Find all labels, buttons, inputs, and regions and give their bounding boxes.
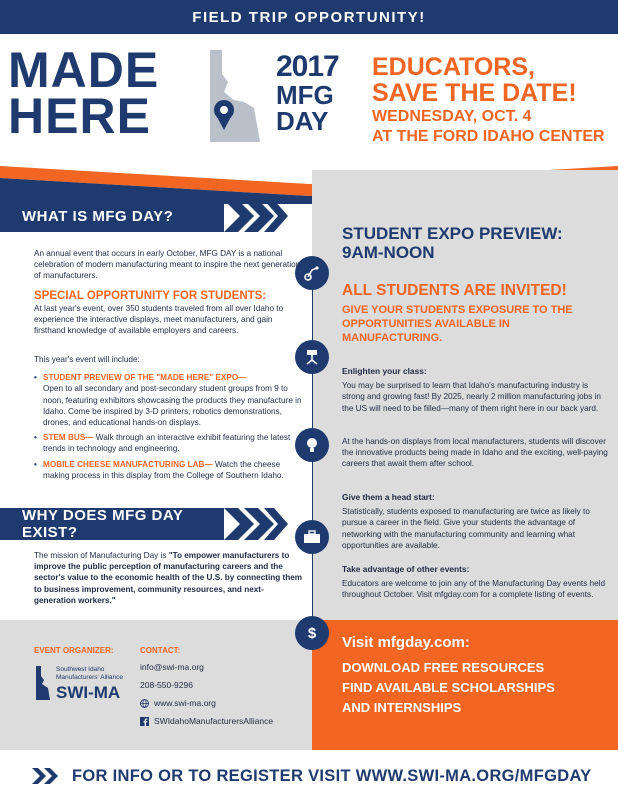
mfg-year: 2017: [276, 50, 339, 83]
include-intro: This year's event will include:: [34, 355, 140, 364]
find-scholarships: FIND AVAILABLE SCHOLARSHIPS: [342, 680, 555, 695]
displays-body: At the hands-on displays from local manufacturers, students will discover the innovative products being made in Idaho and the exciting, well-paying careers that await them after school.: [342, 437, 608, 469]
why-quote: "To empower manufacturers to improve the public perception of manufacturing careers and the sector's value to the economic health of the U.S. by connecting them to business improvement, community resources, and next-generation workers.": [34, 551, 303, 605]
facebook-text[interactable]: SWIdahoManufacturersAlliance: [154, 716, 274, 726]
top-banner-text: FIELD TRIP OPPORTUNITY!: [192, 8, 426, 26]
bullet-stem-bus: [34, 432, 304, 454]
org-small-line1: Southwest Idaho: [56, 666, 105, 673]
expo-title-line2: 9AM-NOON: [342, 243, 435, 262]
contact-phone: [140, 680, 193, 690]
contact-label: CONTACT:: [140, 646, 181, 655]
swi-ma-logo: [34, 662, 134, 712]
right-column: [312, 170, 618, 620]
headstart-block: [342, 492, 608, 551]
chevrons-icon: [224, 508, 288, 540]
bullet-lead: MOBILE CHEESE MANUFACTURING LAB—: [43, 459, 213, 469]
org-small-line2: Manufacturers' Alliance: [56, 674, 123, 681]
save-date-heading: SAVE THE DATE!: [372, 79, 577, 107]
organizer-label: EVENT ORGANIZER:: [34, 646, 114, 655]
why-heading: WHY DOES MFG DAY EXIST?: [0, 508, 224, 540]
event-venue: AT THE FORD IDAHO CENTER: [372, 128, 605, 145]
contact-facebook[interactable]: [140, 716, 273, 726]
enlighten-heading: Enlighten your class:: [342, 366, 427, 376]
internships: AND INTERNSHIPS: [342, 700, 462, 715]
bullet-student-preview: [34, 372, 304, 428]
why-banner: [0, 508, 288, 540]
made-here-logo: [8, 42, 268, 146]
other-events-block: [342, 564, 608, 601]
enlighten-block: [342, 366, 608, 414]
dollar-icon: [295, 616, 329, 650]
save-the-date: [372, 54, 612, 146]
bullet-body: Open to all secondary and post-secondary student groups from 9 to noon, featuring exhibitors showcasing the products they manufacture in Idaho. Come be inspired by 3-D printers, robotics demonstrations, drones, and educational hands-on displays.: [43, 384, 302, 428]
day-word: DAY: [276, 106, 329, 136]
register-text[interactable]: FOR INFO OR TO REGISTER VISIT WWW.SWI-MA.ORG/MFGDAY: [72, 766, 592, 785]
why-body: [34, 550, 304, 606]
educators-heading: EDUCATORS,: [372, 53, 535, 81]
header: [0, 34, 618, 174]
globe-icon: [140, 699, 149, 708]
mfg-day-logo: [276, 52, 358, 142]
other-events-body: Educators are welcome to join any of the Manufacturing Day events held throughout October. Visit mfgday.com for a complete listing of events.: [342, 579, 606, 600]
contact-email[interactable]: [140, 662, 204, 672]
invited-heading: ALL STUDENTS ARE INVITED!: [342, 282, 567, 299]
chevrons-icon: [224, 200, 288, 232]
bullet-body: Watch the cheese making process in this display from the College of Southern Idaho.: [43, 459, 284, 480]
email-text[interactable]: info@swi-ma.org: [140, 662, 204, 672]
mfg-word: MFG: [276, 80, 334, 110]
invited-block: [342, 282, 608, 345]
organizer-footer: [0, 620, 312, 750]
special-body: At last year's event, over 350 students traveled from all over Idaho to experience the interactive displays, meet manufacturers, and gain firsthand knowledge of available employers and careers.: [34, 304, 284, 336]
headstart-body: Statistically, students exposed to manufacturing are twice as likely to pursue a career in the field. Give your students the advantage of networking with the manufacturing community and learning what opportunities are available.: [342, 507, 590, 550]
expo-title-line1: STUDENT EXPO PREVIEW:: [342, 224, 563, 243]
idaho-state-icon: [204, 48, 264, 144]
enlighten-body: You may be surprised to learn that Idaho's manufacturing industry is strong and growing fast! By 2025, nearly 2 million manufacturing jobs in the US will need to be filled—many of them right here in our back yard.: [342, 381, 601, 413]
bullet-lead: STEM BUS—: [43, 433, 94, 443]
include-list: [34, 354, 304, 481]
org-name: SWI-MA: [56, 683, 121, 702]
visit-mfgday-panel: [312, 620, 618, 750]
phone-text: 208-550-9296: [140, 680, 193, 690]
download-resources: DOWNLOAD FREE RESOURCES: [342, 660, 545, 675]
visit-title[interactable]: Visit mfgday.com:: [342, 634, 470, 651]
why-intro: The mission of Manufacturing Day is: [34, 551, 169, 560]
dollar-symbol: $: [307, 624, 317, 642]
bottom-banner[interactable]: [0, 752, 618, 800]
bullet-lead: STUDENT PREVIEW OF THE "MADE HERE" EXPO—: [43, 373, 247, 383]
headstart-heading: Give them a head start:: [342, 492, 435, 502]
what-is-intro: An annual event that occurs in early October, MFG DAY is a national celebration of modern manufacturing meant to inspire the next generation of manufacturers.: [34, 249, 301, 281]
double-chevron-icon: [32, 768, 62, 784]
top-banner: [0, 0, 618, 34]
contact-website[interactable]: [140, 698, 216, 708]
made-text: MADE: [8, 42, 160, 98]
toolbox-icon: [295, 520, 329, 554]
facebook-icon: [140, 717, 149, 726]
idaho-mini-icon: [34, 666, 52, 700]
displays-block: [342, 436, 608, 470]
event-date: WEDNESDAY, OCT. 4: [372, 108, 532, 125]
what-is-banner: [0, 200, 288, 232]
bullet-cheese-lab: [34, 459, 304, 481]
expo-title: [342, 224, 608, 262]
other-events-heading: Take advantage of other events:: [342, 564, 470, 574]
what-is-heading: WHAT IS MFG DAY?: [0, 200, 224, 232]
invited-subheading: GIVE YOUR STUDENTS EXPOSURE TO THE OPPORTUNITIES AVAILABLE IN MANUFACTURING.: [342, 304, 573, 344]
special-heading: SPECIAL OPPORTUNITY FOR STUDENTS:: [34, 290, 267, 302]
website-text[interactable]: www.swi-ma.org: [154, 698, 216, 708]
here-text: HERE: [8, 88, 151, 144]
bullet-body: Walk through an interactive exhibit featuring the latest trends in technology and engineering.: [43, 433, 291, 454]
special-opportunity-block: [34, 290, 304, 337]
